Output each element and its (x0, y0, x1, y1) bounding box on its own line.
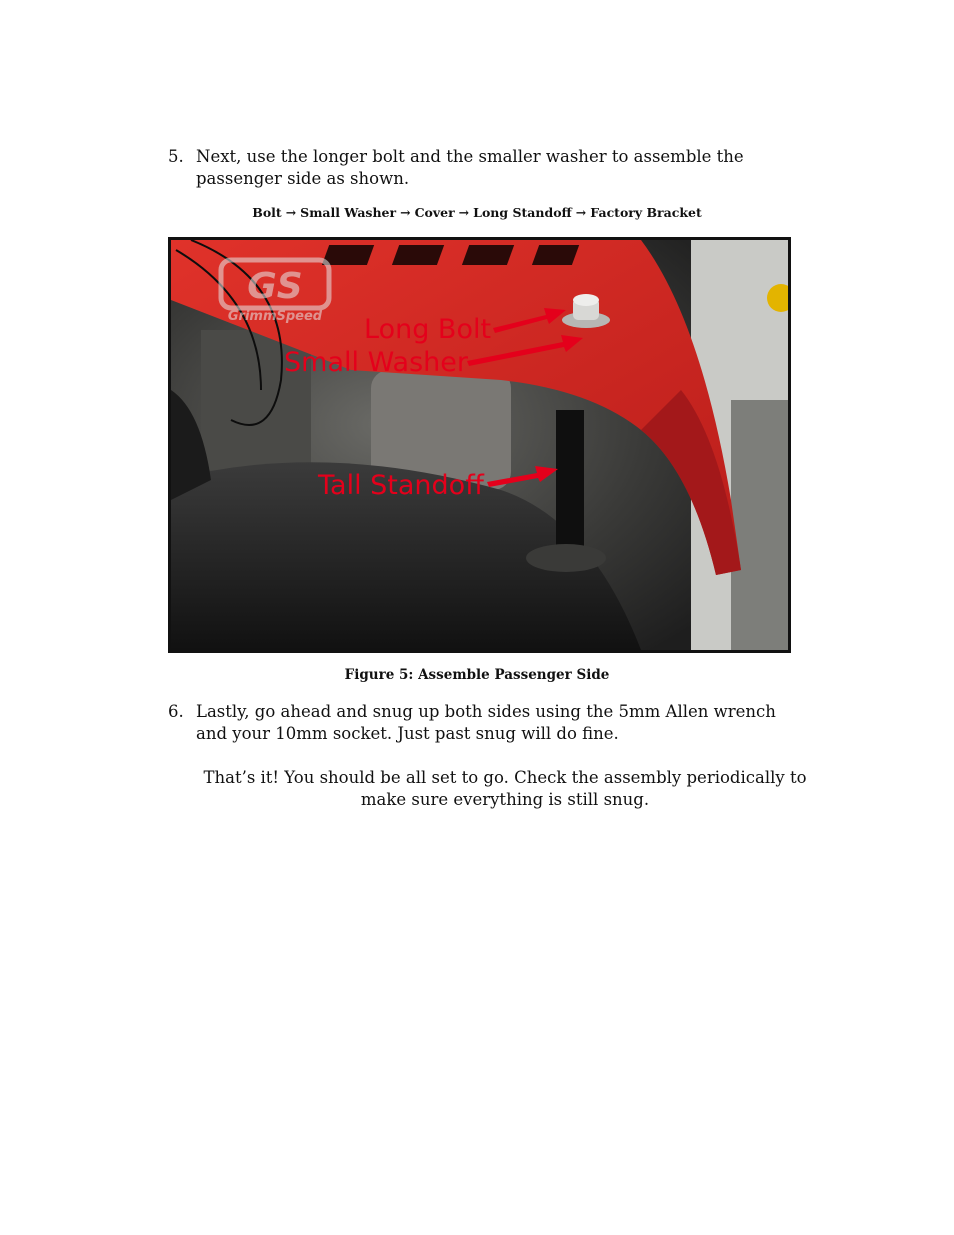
standoff (556, 410, 584, 560)
arrow-right-icon: → (400, 205, 411, 220)
arrow-right-icon: → (285, 205, 297, 220)
label-small-washer: Small Washer (284, 347, 468, 378)
assembly-sequence (0, 205, 954, 220)
cover-slot (392, 245, 444, 265)
cover-slot (462, 245, 514, 265)
cover-slot (532, 245, 579, 265)
label-long-bolt: Long Bolt (364, 314, 492, 345)
engine-bay-shadow (731, 400, 788, 650)
label-tall-standoff: Tall Standoff (318, 470, 484, 501)
step-5-text: Next, use the longer bolt and the smaller washer to assemble the passenger side as shown. (196, 147, 744, 188)
sequence-item-bolt: Bolt (252, 205, 282, 220)
sequence-item-small-washer: Small Washer (300, 205, 397, 220)
arrow-right-icon: → (458, 205, 470, 220)
sequence-item-cover: Cover (414, 205, 455, 220)
step-6-number: 6. (168, 702, 184, 721)
figure-caption: Figure 5: Assemble Passenger Side (344, 667, 610, 683)
sequence-item-factory-bracket: Factory Bracket (590, 205, 702, 220)
step-5-number: 5. (168, 147, 184, 166)
long-bolt-head (573, 294, 599, 306)
sequence-item-long-standoff: Long Standoff (473, 205, 572, 220)
factory-bracket (526, 544, 606, 572)
arrow-right-icon: → (575, 205, 587, 220)
figure-5-photo (168, 237, 791, 653)
logo-mark: GS (247, 266, 303, 307)
cover-slot (322, 245, 374, 265)
step-6-text: Lastly, go ahead and snug up both sides using the 5mm Allen wrench and your 10mm socket. Just past snug will do fine. (196, 702, 776, 743)
logo-brand: GrimmSpeed (227, 309, 323, 324)
closing-note: That’s it! You should be all set to go. Check the assembly periodically to make sure everything is still snug. (203, 768, 807, 809)
